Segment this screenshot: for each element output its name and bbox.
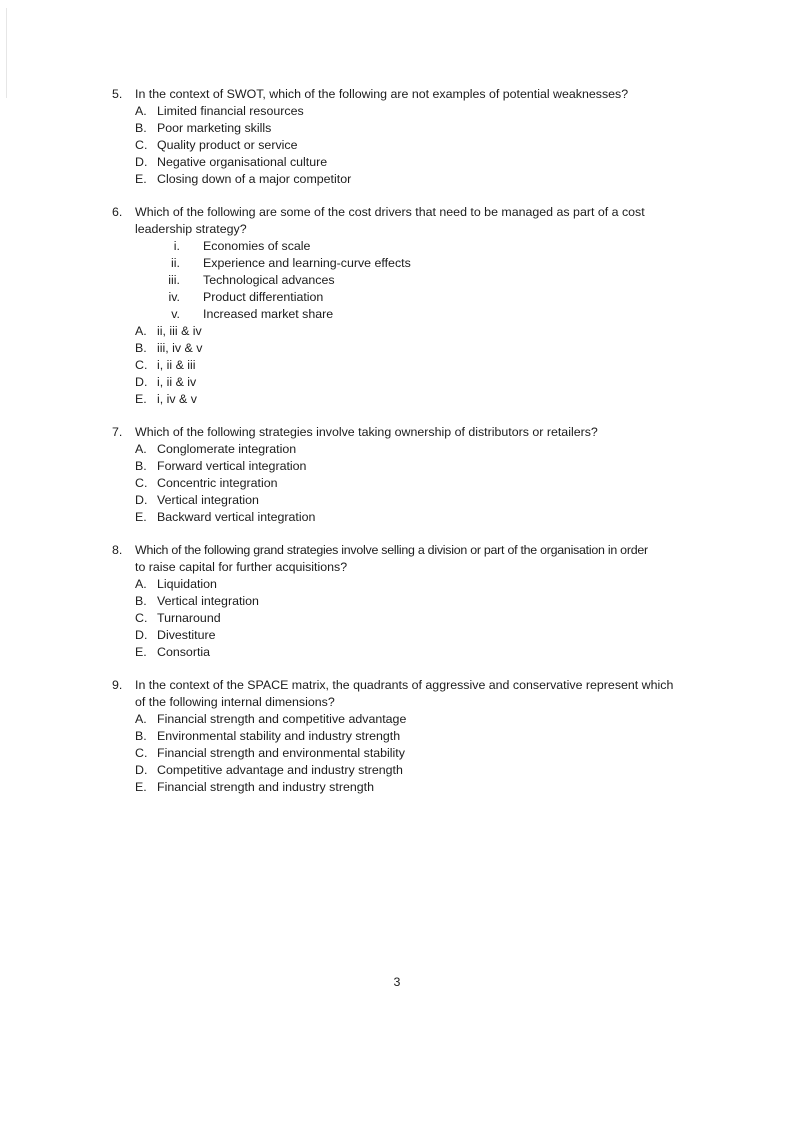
question-number: 9.: [112, 678, 123, 692]
roman-numeral: iii.: [168, 273, 180, 287]
option-d: [112, 154, 692, 171]
option-d: [112, 492, 692, 509]
option-e: [112, 779, 692, 796]
option-text: Concentric integration: [157, 476, 278, 490]
option-letter: A.: [135, 577, 147, 591]
question-stem: [112, 204, 692, 221]
option-text: i, iv & v: [157, 392, 197, 406]
option-text: i, ii & iv: [157, 375, 197, 389]
option-b: [112, 120, 692, 137]
question-stem: [112, 677, 692, 694]
question-number: 8.: [112, 543, 123, 557]
option-letter: B.: [135, 729, 147, 743]
option-text: Vertical integration: [157, 594, 259, 608]
sub-item-i: [112, 238, 692, 255]
option-text: i, ii & iii: [157, 358, 196, 372]
option-d: [112, 762, 692, 779]
sub-item-iii: [112, 272, 692, 289]
option-letter: A.: [135, 712, 147, 726]
option-letter: D.: [135, 763, 148, 777]
option-a: [112, 711, 692, 728]
question-text-line-2: to raise capital for further acquisitions?: [135, 560, 348, 574]
scan-edge-mark: [6, 8, 7, 98]
option-text: Liquidation: [157, 577, 217, 591]
question-stem: [112, 542, 692, 559]
option-text: Competitive advantage and industry strength: [157, 763, 403, 777]
option-letter: B.: [135, 121, 147, 135]
option-a: [112, 103, 692, 120]
question-text-line-2: leadership strategy?: [135, 222, 247, 236]
option-letter: E.: [135, 645, 147, 659]
option-e: [112, 509, 692, 526]
option-b: [112, 593, 692, 610]
question-stem-continued: [112, 559, 692, 576]
option-e: [112, 644, 692, 661]
question-text-line-1: Which of the following grand strategies involve selling a division or part of the organisation in order: [135, 543, 648, 557]
option-letter: C.: [135, 746, 148, 760]
option-text: Turnaround: [157, 611, 221, 625]
option-d: [112, 374, 692, 391]
option-letter: C.: [135, 611, 148, 625]
option-text: Backward vertical integration: [157, 510, 316, 524]
option-letter: C.: [135, 358, 148, 372]
question-number: 7.: [112, 425, 123, 439]
roman-numeral: ii.: [171, 256, 180, 270]
option-text: Quality product or service: [157, 138, 298, 152]
question-text: In the context of SWOT, which of the following are not examples of potential weaknesses?: [135, 87, 629, 101]
question-text-line-2: of the following internal dimensions?: [135, 695, 335, 709]
option-letter: E.: [135, 510, 147, 524]
sub-item-ii: [112, 255, 692, 272]
option-letter: D.: [135, 493, 148, 507]
roman-numeral: iv.: [168, 290, 180, 304]
option-text: Financial strength and competitive advantage: [157, 712, 407, 726]
question-text-line-1: Which of the following are some of the cost drivers that need to be managed as part of a cost: [135, 205, 645, 219]
option-text: Poor marketing skills: [157, 121, 272, 135]
option-letter: C.: [135, 476, 148, 490]
question-text-line-1: In the context of the SPACE matrix, the quadrants of aggressive and conservative represent which: [135, 678, 674, 692]
option-text: Conglomerate integration: [157, 442, 297, 456]
option-letter: D.: [135, 628, 148, 642]
option-text: Divestiture: [157, 628, 216, 642]
option-text: Financial strength and environmental stability: [157, 746, 405, 760]
option-e: [112, 391, 692, 408]
question-7: [112, 424, 692, 526]
option-letter: D.: [135, 155, 148, 169]
sub-item-v: [112, 306, 692, 323]
option-b: [112, 458, 692, 475]
option-text: Consortia: [157, 645, 211, 659]
option-c: [112, 357, 692, 374]
question-text: Which of the following strategies involve taking ownership of distributors or retailers?: [135, 425, 598, 439]
question-stem: [112, 424, 692, 441]
option-text: Negative organisational culture: [157, 155, 328, 169]
option-text: ii, iii & iv: [157, 324, 202, 338]
option-b: [112, 728, 692, 745]
option-letter: A.: [135, 442, 147, 456]
option-letter: E.: [135, 780, 147, 794]
option-c: [112, 475, 692, 492]
question-5: [112, 86, 692, 188]
sub-item-iv: [112, 289, 692, 306]
option-text: iii, iv & v: [157, 341, 203, 355]
option-c: [112, 745, 692, 762]
sub-item-text: Technological advances: [203, 273, 335, 287]
question-8: [112, 542, 692, 661]
sub-item-text: Experience and learning-curve effects: [203, 256, 411, 270]
question-9: [112, 677, 692, 796]
option-e: [112, 171, 692, 188]
option-letter: A.: [135, 104, 147, 118]
page-number: 3: [393, 975, 401, 989]
option-letter: D.: [135, 375, 148, 389]
sub-item-text: Economies of scale: [203, 239, 311, 253]
option-letter: A.: [135, 324, 147, 338]
option-text: Closing down of a major competitor: [157, 172, 352, 186]
question-stem: [112, 86, 692, 103]
sub-item-text: Product differentiation: [203, 290, 324, 304]
option-a: [112, 323, 692, 340]
option-letter: B.: [135, 459, 147, 473]
option-b: [112, 340, 692, 357]
option-letter: B.: [135, 341, 147, 355]
option-letter: E.: [135, 392, 147, 406]
option-c: [112, 610, 692, 627]
option-letter: B.: [135, 594, 147, 608]
question-number: 6.: [112, 205, 123, 219]
question-6: [112, 204, 692, 408]
question-stem-continued: [112, 221, 692, 238]
roman-numeral: v.: [171, 307, 180, 321]
option-a: [112, 576, 692, 593]
sub-item-text: Increased market share: [203, 307, 334, 321]
option-text: Vertical integration: [157, 493, 259, 507]
option-letter: C.: [135, 138, 148, 152]
option-text: Forward vertical integration: [157, 459, 307, 473]
option-c: [112, 137, 692, 154]
option-text: Financial strength and industry strength: [157, 780, 374, 794]
option-text: Limited financial resources: [157, 104, 304, 118]
option-a: [112, 441, 692, 458]
option-letter: E.: [135, 172, 147, 186]
roman-numeral: i.: [173, 239, 180, 253]
option-text: Environmental stability and industry strength: [157, 729, 401, 743]
question-stem-continued: [112, 694, 692, 711]
question-number: 5.: [112, 87, 123, 101]
option-d: [112, 627, 692, 644]
